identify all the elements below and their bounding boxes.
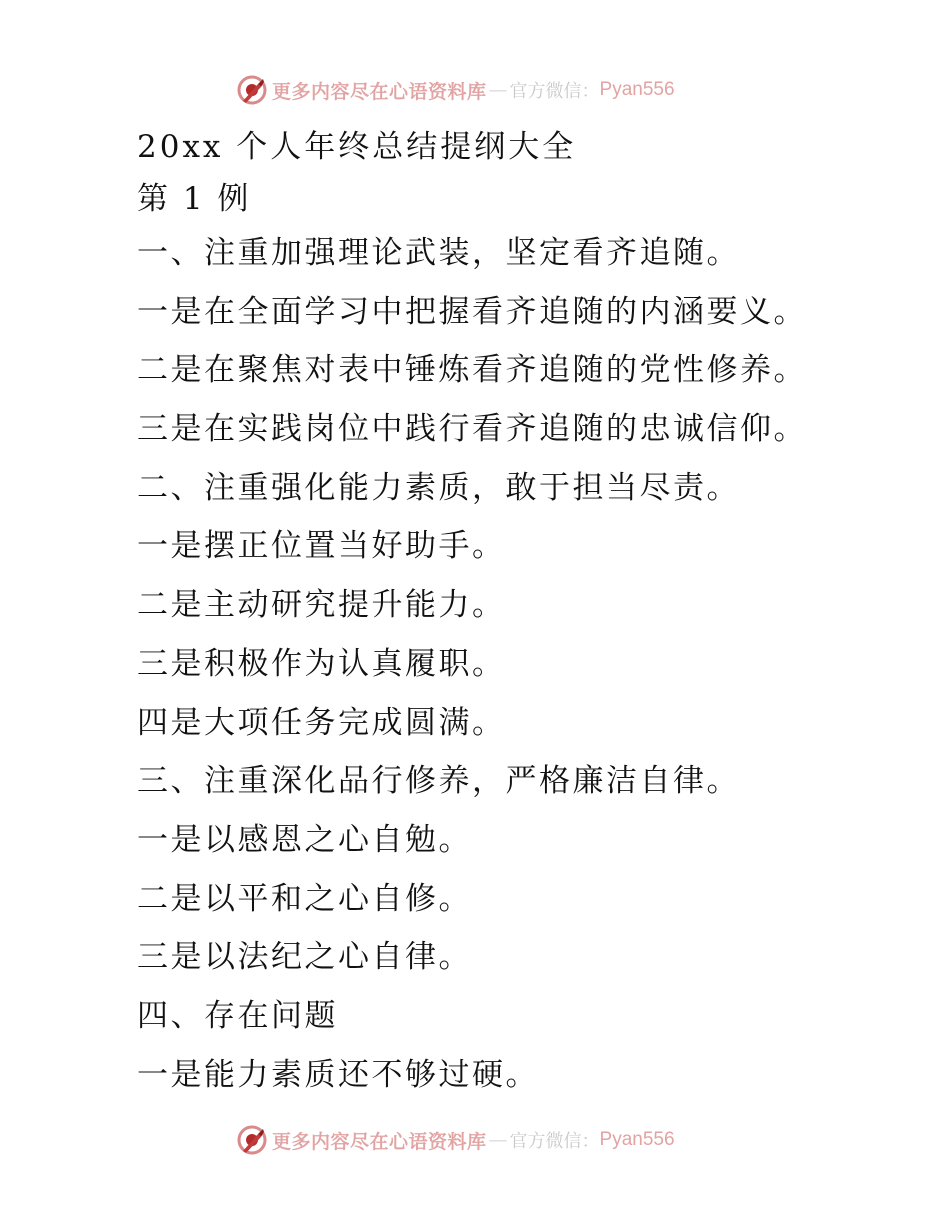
paragraph-line: 二是主动研究提升能力。 xyxy=(137,587,506,624)
paragraph-line: 二是在聚焦对表中锤炼看齐追随的党性修养。 xyxy=(137,352,807,389)
watermark-label: 官方微信： xyxy=(509,1131,600,1152)
paragraph-line: 一是摆正位置当好助手。 xyxy=(137,528,506,565)
paragraph-line: 一是以感恩之心自勉。 xyxy=(137,821,472,858)
paragraph-line: 二是以平和之心自修。 xyxy=(137,880,472,917)
paragraph-line: 一是在全面学习中把握看齐追随的内涵要义。 xyxy=(137,293,807,330)
pen-logo-icon xyxy=(236,74,268,106)
section-heading: 三、注重深化品行修养，严格廉洁自律。 xyxy=(137,763,740,800)
paragraph-line: 四是大项任务完成圆满。 xyxy=(137,704,506,741)
pen-logo-icon xyxy=(236,1124,268,1156)
footer-watermark xyxy=(236,1123,675,1157)
header-watermark xyxy=(236,73,675,107)
watermark-main-text: 更多内容尽在心语资料库 xyxy=(272,80,487,103)
section-heading: 四、存在问题 xyxy=(137,997,338,1034)
paragraph-line: 三是在实践岗位中践行看齐追随的忠诚信仰。 xyxy=(137,411,807,448)
paragraph-line: 三是以法纪之心自律。 xyxy=(137,939,472,976)
paragraph-line: 三是积极作为认真履职。 xyxy=(137,645,506,682)
document-body xyxy=(137,124,927,1108)
section-heading: 一、注重加强理论武装，坚定看齐追随。 xyxy=(137,235,740,271)
watermark-dash: — xyxy=(488,79,508,101)
watermark-main-text: 更多内容尽在心语资料库 xyxy=(272,1130,487,1153)
section-heading: 二、注重强化能力素质，敢于担当尽责。 xyxy=(137,469,740,506)
document-title: 20xx 个人年终总结提纲大全 xyxy=(137,129,577,165)
watermark-id: Pyan556 xyxy=(599,79,675,100)
document-subtitle: 第 1 例 xyxy=(137,181,251,217)
watermark-id: Pyan556 xyxy=(599,1129,675,1150)
watermark-label: 官方微信： xyxy=(509,81,600,102)
watermark-dash: — xyxy=(488,1129,508,1151)
paragraph-line: 一是能力素质还不够过硬。 xyxy=(137,1056,539,1093)
